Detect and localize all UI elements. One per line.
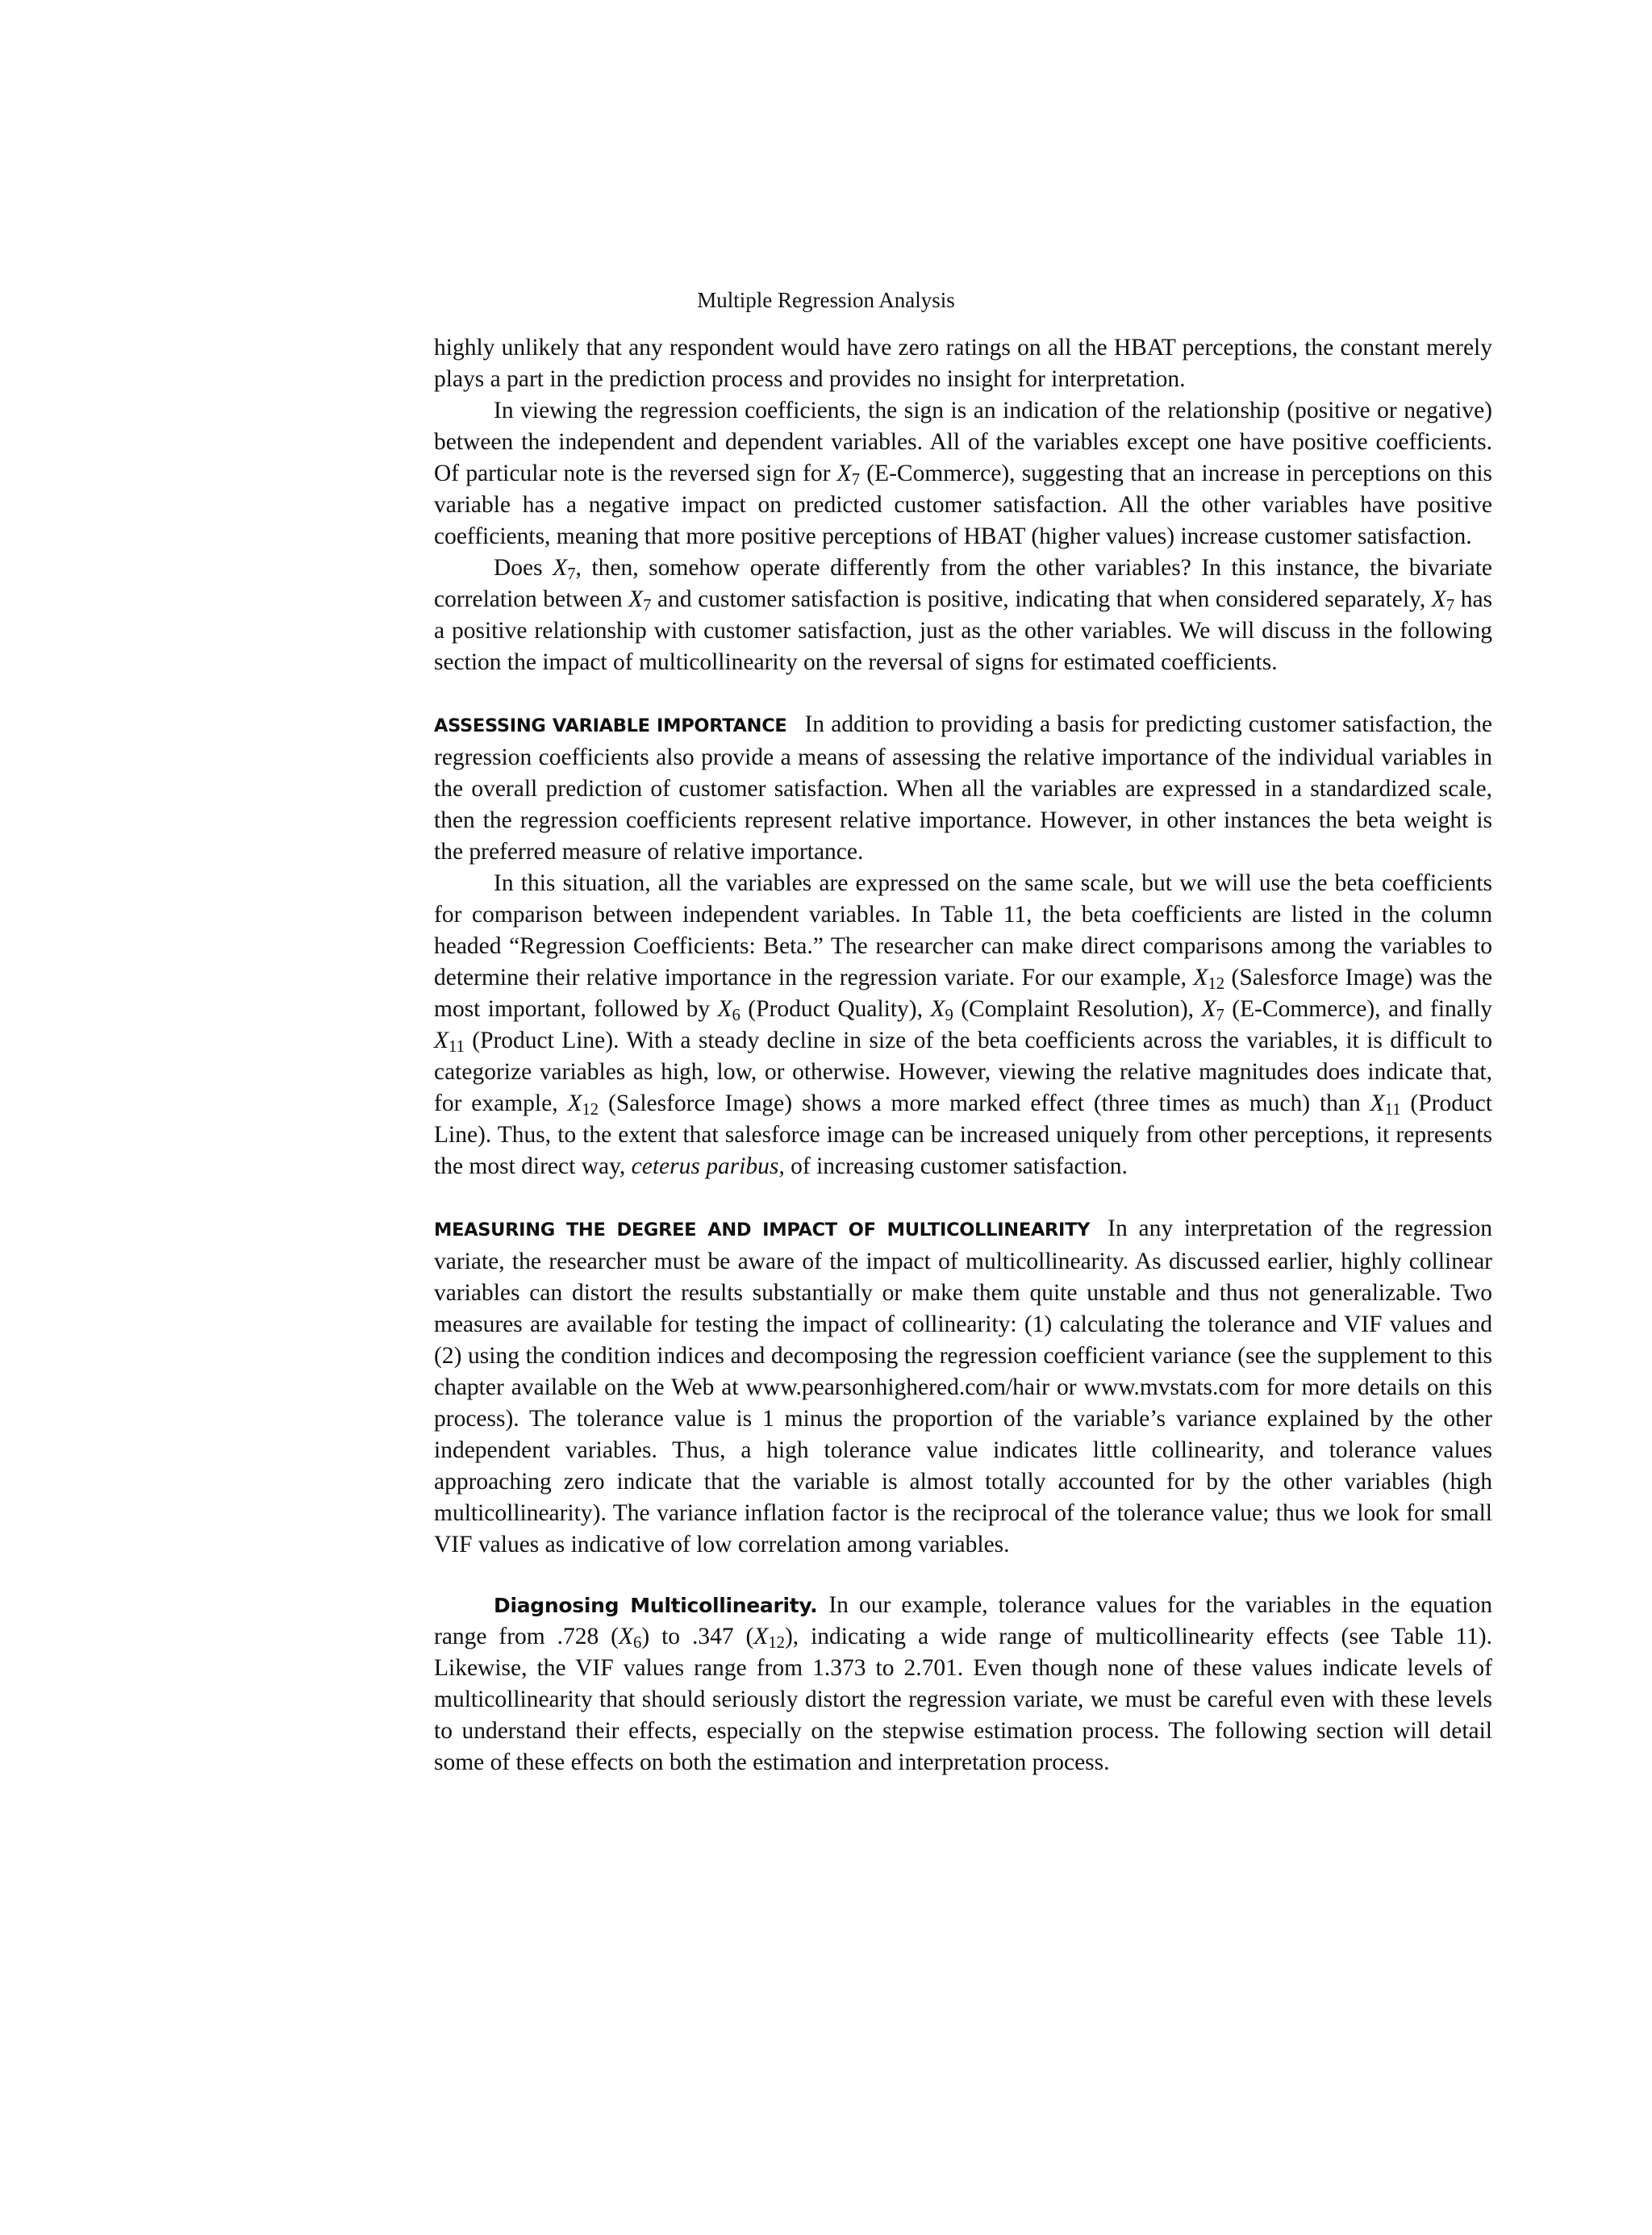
paragraph-variable-importance <box>434 709 1492 868</box>
paragraph-multicollinearity <box>434 1213 1492 1561</box>
text-segment: (Salesforce Image) shows a more marked effect (three times as much) than <box>599 1090 1370 1116</box>
paragraph-constant: highly unlikely that any respondent would have zero ratings on all the HBAT perceptions, the constant merely plays a part in the prediction process and provides no insight for interpretation. <box>434 335 1492 392</box>
running-head: Multiple Regression Analysis <box>697 288 955 312</box>
paragraph-diagnosing <box>434 1590 1492 1778</box>
text-segment: and customer satisfaction is positive, indicating that when considered separately, <box>651 586 1432 612</box>
text-segment: (E-Commerce), suggesting that an increase in perceptions on this variable has a negative impact on predicted customer satisfaction. All the other variables have positive coefficients, meaning that more positive perceptions of HBAT (higher values) increase customer satisfaction. <box>434 461 1492 549</box>
text-segment: In this situation, all the variables are expressed on the same scale, but we will use the beta coefficients for comparison between independent variables. In Table 11, the beta coefficients are listed in the column headed “Regression Coefficients: Beta.” The researcher can make direct comparisons among the variables to determine their relative importance in the regression variate. For our example, <box>434 870 1492 990</box>
variable-x11: $X_{11}$ <box>434 1028 465 1057</box>
variable-x7: $X_7$ <box>553 555 576 584</box>
variable-x11: $X_{11}$ <box>1370 1090 1401 1120</box>
paragraph-coefficient-signs <box>434 395 1492 552</box>
text-segment: ) to .347 ( <box>641 1624 754 1649</box>
text-segment: (Product Line). With a steady decline in size of the beta coefficients across the variables, it is difficult to categorize variables as high, low, or otherwise. However, viewing the relative magnitudes does indicate that, for example, <box>434 1028 1492 1116</box>
text-segment: (Product Quality), <box>740 996 931 1022</box>
text-segment: (Product Line). Thus, to the extent that salesforce image can be increased uniquely from other perceptions, it represents the most direct way, <box>434 1090 1492 1179</box>
text-segment: In viewing the regression coefficients, the sign is an indication of the relationship (positive or negative) between the independent and dependent variables. All of the variables except one have positive coefficients. Of particular note is the reversed sign for <box>434 398 1492 486</box>
text-segment: In addition to providing a basis for predicting customer satisfaction, the regression coefficients also provide a means of assessing the relative importance of the individual variables in the overall prediction of customer satisfaction. When all the variables are expressed in a standardized scale, then the regression coefficients represent relative importance. However, in other instances the beta weight is the preferred measure of relative importance. <box>434 711 1493 865</box>
variable-x6: $X_6$ <box>717 996 740 1025</box>
section-heading: MEASURING THE DEGREE AND IMPACT OF MULTICOLLINEARITY <box>434 1220 1091 1241</box>
text-segment: In any interpretation of the regression variate, the researcher must be aware of the impact of multicollinearity. As discussed earlier, highly collinear variables can distort the results substantially or make them quite unstable and thus not generalizable. Two measures are available for testing the impact of collinearity: (1) calculating the tolerance and VIF values and (2) using the condition indices and decomposing the regression coefficient variance (see the supplement to this chapter available on the Web at www.pearsonhighered.com/hair or www.mvstats.com for more details on this process). The tolerance value is 1 minus the proportion of the variable’s variance explained by the other independent variables. Thus, a high tolerance value indicates little collinearity, and tolerance values approaching zero indicate that the variable is almost totally accounted for by the other variables (high multicollinearity). The variance inflation factor is the reciprocal of the tolerance value; thus we look for small VIF values as indicative of low correlation among variables. <box>434 1215 1492 1557</box>
variable-x7: $X_7$ <box>1431 586 1455 615</box>
paragraph-beta-comparison <box>434 868 1492 1182</box>
text-segment: (Complaint Resolution), <box>953 996 1202 1022</box>
variable-x6: $X_6$ <box>619 1624 642 1653</box>
text-segment: (E-Commerce), and finally <box>1224 996 1493 1022</box>
text-segment: of increasing customer satisfaction. <box>784 1153 1128 1179</box>
text-segment: (Salesforce Image) was the most important, followed by <box>434 965 1492 1022</box>
variable-x7: $X_7$ <box>1201 996 1224 1025</box>
variable-x9: $X_9$ <box>930 996 953 1025</box>
italic-phrase: ceterus paribus, <box>631 1153 785 1179</box>
text-segment: In our example, tolerance values for the variables in the equation range from .728 ( <box>434 1592 1492 1649</box>
body-text <box>434 332 1492 1778</box>
text-segment: has a positive relationship with customer satisfaction, just as the other variables. We will discuss in the following section the impact of multicollinearity on the reversal of signs for estimated coefficients. <box>434 586 1493 675</box>
text-segment: , then, somehow operate differently from the other variables? In this instance, the bivariate correlation between <box>434 555 1492 612</box>
paragraph-x7-question <box>434 552 1492 678</box>
variable-x12: $X_{12}$ <box>567 1090 599 1120</box>
text-segment: Does <box>494 555 553 581</box>
variable-x12: $X_{12}$ <box>1193 965 1225 994</box>
text-segment: ), indicating a wide range of multicollinearity effects (see Table 11). Likewise, the VIF values range from 1.373 to 2.701. Even though none of these values indicate levels of multicollinearity that should seriously distort the regression variate, we must be careful even with these levels to understand their effects, especially on the stepwise estimation process. The following section will detail some of these effects on both the estimation and interpretation process. <box>434 1624 1492 1775</box>
variable-x7: $X_7$ <box>628 586 652 615</box>
section-heading: ASSESSING VARIABLE IMPORTANCE <box>434 715 787 736</box>
variable-x12: $X_{12}$ <box>753 1624 785 1653</box>
variable-x7: $X_7$ <box>836 461 861 490</box>
subsection-heading: Diagnosing Multicollinearity. <box>494 1594 818 1617</box>
